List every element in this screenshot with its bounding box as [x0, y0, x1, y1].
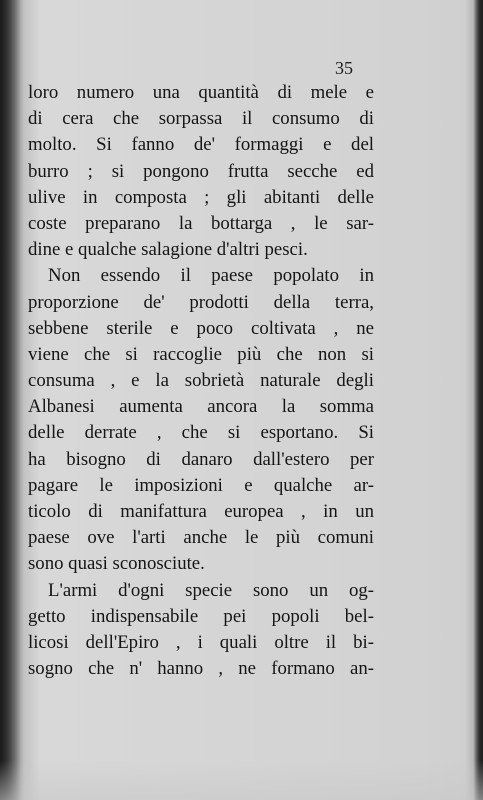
spine-shadow [0, 0, 24, 800]
text-line: Albanesi aumenta ancora la somma [28, 396, 374, 418]
text-line: molto. Si fanno de' formaggi e del [28, 134, 374, 156]
text-line: loro numero una quantità di mele e [28, 82, 374, 103]
text-line: getto indispensabile pei popoli bel- [28, 605, 374, 627]
page-bottom-fade [0, 760, 483, 800]
text-line: pagare le imposizioni e qualche ar- [28, 474, 374, 496]
text-line: dine e qualche salagione d'altri pesci. [28, 239, 308, 261]
text-line: sogno che n' hanno , ne formano an- [28, 658, 374, 680]
text-line: ticolo di manifattura europea , in un [28, 501, 374, 522]
text-line: sebbene sterile e poco coltivata , ne [28, 317, 374, 339]
page-number: 35 [335, 58, 353, 78]
body-text [28, 80, 374, 682]
text-line: ha bisogno di danaro dall'estero per [28, 448, 374, 470]
text-line: di cera che sorpassa il consumo di [28, 108, 374, 130]
page-edge-shadow [473, 0, 483, 800]
text-line: burro ; si pongono frutta secche ed [28, 160, 374, 182]
text-line: viene che si raccoglie più che non si [28, 343, 374, 365]
text-line: L'armi d'ogni specie sono un og- [48, 579, 374, 601]
text-line: sono quasi sconosciute. [28, 553, 205, 575]
text-line: consuma , e la sobrietà naturale degli [28, 370, 374, 392]
text-line: proporzione de' prodotti della terra, [28, 291, 374, 313]
text-line: paese ove l'arti anche le più comuni [28, 527, 374, 549]
text-line: Non essendo il paese popolato in [48, 265, 374, 287]
text-line: delle derrate , che si esportano. Si [28, 422, 374, 444]
text-line: ulive in composta ; gli abitanti delle [28, 186, 374, 208]
text-line: licosi dell'Epiro , i quali oltre il bi- [28, 631, 374, 653]
text-line: coste preparano la bottarga , le sar- [28, 212, 374, 234]
